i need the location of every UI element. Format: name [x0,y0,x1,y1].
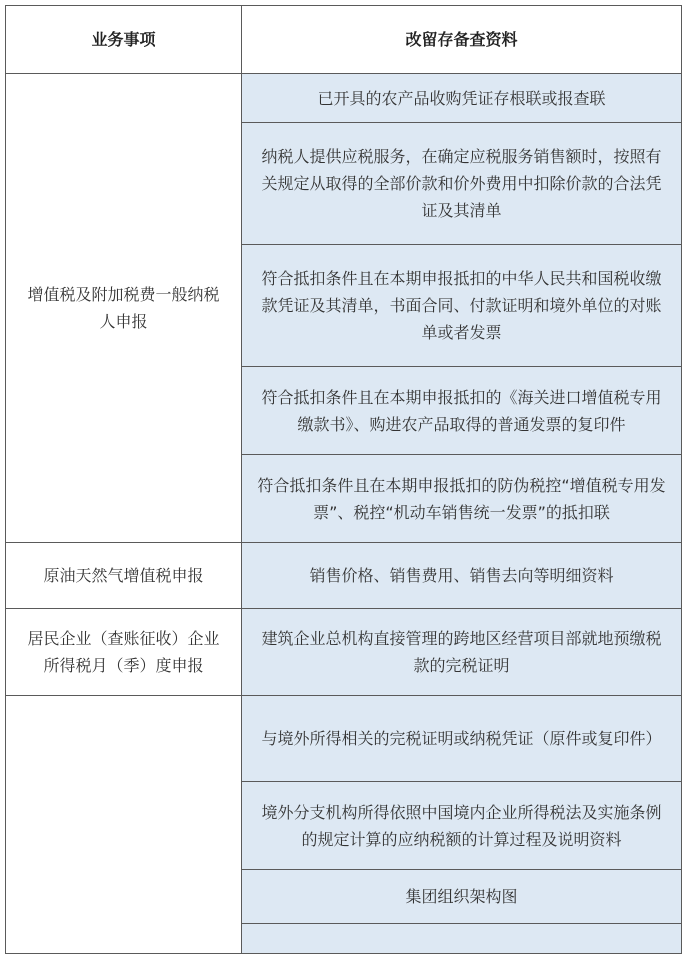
material-cell: 境外分支机构所得依照中国境内企业所得税法及实施条例的规定计算的应纳税额的计算过程及说明资料 [242,782,682,870]
material-cell: 与境外所得相关的完税证明或纳税凭证（原件或复印件） [242,696,682,782]
material-cell: 销售价格、销售费用、销售去向等明细资料 [242,543,682,609]
header-business-item: 业务事项 [6,6,242,74]
table-row [6,696,682,782]
material-cell [242,924,682,954]
table-row [6,609,682,696]
material-cell: 建筑企业总机构直接管理的跨地区经营项目部就地预缴税款的完税证明 [242,609,682,696]
business-item-unlabeled [6,696,242,954]
header-retained-materials: 改留存备查资料 [242,6,682,74]
filing-materials-table [5,5,682,954]
business-item-crude-oil-gas: 原油天然气增值税申报 [6,543,242,609]
business-item-vat-general: 增值税及附加税费一般纳税人申报 [6,74,242,543]
material-cell: 集团组织架构图 [242,870,682,924]
header-row [6,6,682,74]
material-cell: 符合抵扣条件且在本期申报抵扣的《海关进口增值税专用缴款书》、购进农产品取得的普通发票的复印件 [242,367,682,455]
business-item-resident-enterprise: 居民企业（查账征收）企业所得税月（季）度申报 [6,609,242,696]
material-cell: 已开具的农产品收购凭证存根联或报查联 [242,74,682,123]
material-cell: 纳税人提供应税服务，在确定应税服务销售额时，按照有关规定从取得的全部价款和价外费用中扣除价款的合法凭证及其清单 [242,123,682,245]
material-cell: 符合抵扣条件且在本期申报抵扣的防伪税控“增值税专用发票”、税控“机动车销售统一发票”的抵扣联 [242,455,682,543]
table-row [6,74,682,123]
material-cell: 符合抵扣条件且在本期申报抵扣的中华人民共和国税收缴款凭证及其清单，书面合同、付款证明和境外单位的对账单或者发票 [242,245,682,367]
table-row [6,543,682,609]
